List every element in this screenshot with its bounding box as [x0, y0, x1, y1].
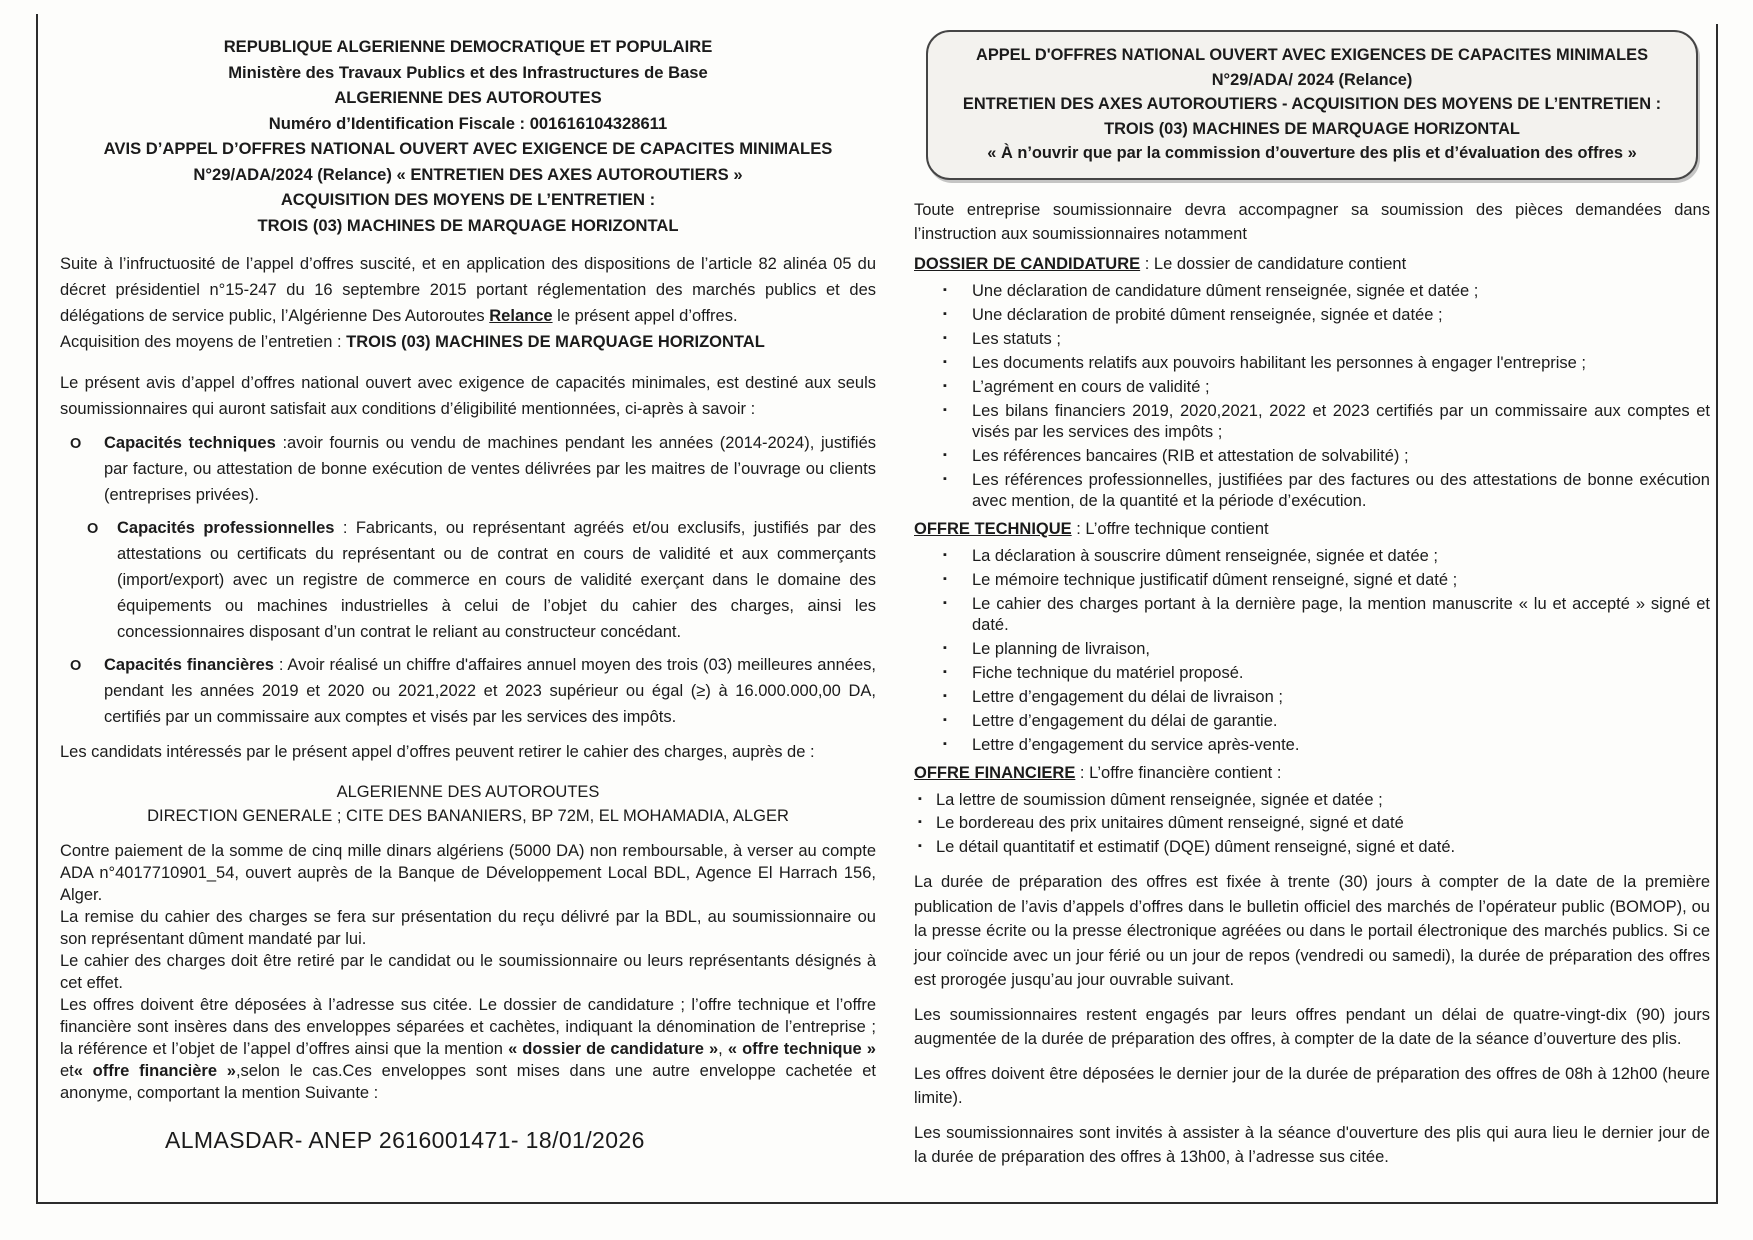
list-item [914, 470, 1710, 512]
circle-bullet-icon: O [70, 658, 82, 674]
item-text: Le cahier des charges portant à la dernière page, la mention manuscrite « lu et accepté » signé et daté. [972, 594, 1710, 634]
page-bottom-rule [36, 1202, 1718, 1204]
address-block [60, 780, 876, 828]
page-right-rule [1716, 24, 1718, 1204]
square-bullet-icon: ▪ [943, 355, 947, 368]
relance-emphasis: Relance [489, 307, 553, 325]
item-text: Le mémoire technique justificatif dûment renseigné, signé et daté ; [972, 570, 1458, 589]
envelope-mention-box [926, 30, 1698, 180]
square-bullet-icon: ▪ [943, 737, 947, 750]
intro-text: Suite à l’infructuosité de l’appel d’offres suscité, et en application des dispositions de l’article 82 alinéa 05 du décret présidentiel n°15-247 du 16 septembre 2015 portant réglementation des marchés publics et des délégations de service public, l’Algérienne Des Autoroutes [60, 255, 876, 325]
retrieval-paragraph: Les candidats intéressés par le présent appel d’offres peuvent retirer le cahier des charges, auprès de : [60, 743, 815, 761]
eligibility-paragraph: Le présent avis d’appel d’offres national ouvert avec exigence de capacités minimales, est destiné aux seuls soumissionnaires qui auront satisfait aux conditions d’éligibilité mentionnées, ci-après à savoir : [60, 374, 876, 418]
square-bullet-icon: ▪ [943, 331, 947, 344]
notice-header [60, 34, 876, 238]
list-item [914, 546, 1710, 567]
item-text: Les références professionnelles, justifiées par des factures ou des attestations de bonne exécution avec mention, de la quantité et la période d’exécution. [972, 470, 1710, 510]
acquisition-line [60, 329, 876, 355]
square-bullet-icon: ▪ [943, 641, 947, 654]
section-heading-offre-financiere [914, 760, 1710, 786]
offre-technique-items-list [914, 546, 1710, 756]
envelopes-paragraph [60, 994, 876, 1104]
item-text: Le détail quantitatif et estimatif (DQE) dûment renseigné, signé et daté. [936, 837, 1456, 856]
square-bullet-icon: ▪ [943, 307, 947, 320]
square-bullet-icon: ▪ [943, 665, 947, 678]
section-title: OFFRE TECHNIQUE [914, 519, 1072, 538]
envelopes-text-end: ,selon le cas.Ces enveloppes sont mises dans une autre enveloppe cachetée et anonyme, comportant la mention Suivante : [60, 1062, 876, 1102]
address-company: ALGERIENNE DES AUTOROUTES [336, 783, 600, 801]
separator: et [60, 1062, 74, 1080]
list-item [914, 639, 1710, 660]
list-item [914, 594, 1710, 636]
item-text: L’agrément en cours de validité ; [972, 377, 1210, 396]
square-bullet-icon: ▪ [943, 689, 947, 702]
left-column [60, 34, 876, 1154]
item-text: Le bordereau des prix unitaires dûment renseigné, signé et daté [936, 814, 1404, 832]
remise-paragraph: La remise du cahier des charges se fera sur présentation du reçu délivré par la BDL, au soumissionnaire ou son représentant dûment mandaté par lui. [60, 908, 876, 948]
header-line-ministry: Ministère des Travaux Publics et des Infrastructures de Base [228, 62, 708, 82]
square-bullet-icon: ▪ [943, 596, 947, 609]
item-text: Les documents relatifs aux pouvoirs habilitant les personnes à engager l'entreprise ; [972, 353, 1587, 372]
pieces-paragraph: Toute entreprise soumissionnaire devra accompagner sa soumission des pièces demandées dans l’instruction aux soumissionnaires notamment [914, 200, 1710, 243]
list-item [914, 377, 1710, 398]
square-bullet-icon: ▪ [943, 472, 947, 485]
item-text: Fiche technique du matériel proposé. [972, 663, 1244, 682]
circle-bullet-icon: O [70, 436, 82, 452]
acquisition-label: Acquisition des moyens de l’entretien : [60, 333, 347, 351]
item-text: Lettre d’engagement du délai de garantie. [972, 711, 1278, 730]
item-text: Lettre d’engagement du service après-vente. [972, 735, 1300, 754]
mention-dossier: « dossier de candidature » [508, 1040, 719, 1058]
list-item [914, 711, 1710, 732]
list-item [914, 735, 1710, 756]
deposit-time-paragraph: Les offres doivent être déposées le dernier jour de la durée de préparation des offres de 08h à 12h00 (heure limite). [914, 1064, 1710, 1107]
item-text: Une déclaration de candidature dûment renseignée, signée et datée ; [972, 281, 1479, 300]
square-bullet-icon: ▪ [943, 379, 947, 392]
section-title: OFFRE FINANCIERE [914, 763, 1076, 782]
item-text: Les références bancaires (RIB et attestation de solvabilité) ; [972, 446, 1409, 465]
mention-offre-technique: « offre technique » [727, 1040, 876, 1058]
capacity-item-financial [60, 652, 876, 730]
box-line-machines: TROIS (03) MACHINES DE MARQUAGE HORIZONTAL [1104, 119, 1520, 138]
list-item [914, 663, 1710, 684]
section-heading-offre-technique [914, 516, 1710, 542]
section-title-rest: : Le dossier de candidature contient [1140, 254, 1407, 273]
capacity-title: Capacités techniques [104, 434, 276, 452]
page-left-rule [36, 14, 38, 1204]
offre-financiere-items-list [914, 790, 1710, 859]
list-item [914, 281, 1710, 302]
item-text: Les statuts ; [972, 329, 1061, 348]
address-location: DIRECTION GENERALE ; CITE DES BANANIERS, BP 72M, EL MOHAMADIA, ALGER [147, 807, 789, 825]
section-title: DOSSIER DE CANDIDATURE [914, 254, 1141, 273]
capacity-text: : Fabricants, ou représentant agréés et/ou exclusifs, justifiés par des attestations ou certificats du représentant ou de contrat en cours de validité et aux commerçants (import/export) avec un registre de commerce en cours de validité exerçant dans le domaine des équipements ou machines industrielles à celui de l’objet du cahier des charges, ainsi les concessionnaires disposant d’un contrat le reliant au constructeur concédant. [117, 519, 876, 641]
header-line-company: ALGERIENNE DES AUTOROUTES [334, 88, 602, 107]
list-item [914, 329, 1710, 350]
section-heading-dossier [914, 251, 1710, 277]
square-bullet-icon: ▪ [943, 572, 947, 585]
retrait-paragraph: Le cahier des charges doit être retiré par le candidat ou le soumissionnaire ou leurs représentants désignés à cet effet. [60, 952, 876, 992]
square-bullet-icon: ▪ [943, 548, 947, 561]
capacity-item-technical [60, 430, 876, 508]
duration-paragraph: La durée de préparation des offres est fixée à trente (30) jours à compter de la date de la première publication de l’avis d’appels d’offres dans le bulletin officiel des marchés de l’opérateur public (BOMOP), ou la presse écrite ou la presse électronique agréées ou dans le portail électronique des marchés publics. Si ce jour coïncide avec un jour férié ou un jour de repos (vendredi ou samedi), la durée de préparation des offres est prorogée jusqu’au jour ouvrable suivant. [914, 873, 1710, 989]
header-line-notice-number: N°29/ADA/2024 (Relance) « ENTRETIEN DES AXES AUTOROUTIERS » [193, 164, 743, 184]
list-item [914, 570, 1710, 591]
box-line-warning: « À n’ouvrir que par la commission d’ouverture des plis et d’évaluation des offres » [987, 144, 1637, 162]
box-line-object: ENTRETIEN DES AXES AUTOROUTIERS - ACQUISITION DES MOYENS DE L’ENTRETIEN : [962, 95, 1662, 113]
square-bullet-icon: ▪ [943, 713, 947, 726]
separator: , [718, 1040, 728, 1058]
list-item [914, 353, 1710, 374]
item-text: Lettre d’engagement du délai de livraison ; [972, 687, 1283, 706]
item-text: La déclaration à souscrire dûment renseignée, signée et datée ; [972, 546, 1438, 565]
envelopes-text: Les offres doivent être déposées à l’adresse sus citée. Le dossier de candidature ; l’offre technique et l’offre financière sont insères dans des enveloppes séparées et cachètes, indiquant la dénomination de l’entreprise ; la référence et l’objet de l’appel d’offres ainsi que la mention [60, 996, 876, 1058]
box-line-title: APPEL D'OFFRES NATIONAL OUVERT AVEC EXIGENCES DE CAPACITES MINIMALES [975, 46, 1649, 64]
section-title-rest: : L’offre technique contient [1071, 519, 1269, 538]
intro-text-end: le présent appel d’offres. [552, 307, 738, 325]
item-text: La lettre de soumission dûment renseignée, signée et datée ; [936, 790, 1383, 809]
capacity-item-professional [60, 515, 876, 645]
acquisition-object: TROIS (03) MACHINES DE MARQUAGE HORIZONTAL [346, 333, 765, 351]
section-title-rest: : L’offre financière contient : [1075, 763, 1282, 782]
mention-offre-financiere: « offre financière » [73, 1062, 236, 1080]
header-line-republic: REPUBLIQUE ALGERIENNE DEMOCRATIQUE ET POPULAIRE [223, 37, 713, 56]
capacity-title: Capacités financières [104, 656, 274, 674]
list-item [914, 446, 1710, 467]
list-item [914, 790, 1710, 812]
square-bullet-icon: ▪ [943, 283, 947, 296]
square-bullet-icon: ▪ [918, 816, 922, 828]
box-line-number: N°29/ADA/ 2024 (Relance) [1211, 70, 1413, 89]
square-bullet-icon: ▪ [943, 403, 947, 416]
item-text: Les bilans financiers 2019, 2020,2021, 2022 et 2023 certifiés par un commissaire aux comptes et visés par les services des impôts ; [972, 401, 1710, 441]
header-line-acquisition: ACQUISITION DES MOYENS DE L’ENTRETIEN : [280, 190, 656, 209]
right-column [914, 30, 1710, 1170]
payment-paragraph: Contre paiement de la somme de cinq mille dinars algériens (5000 DA) non remboursable, à verser au compte ADA n°4017710901_54, ouvert auprès de la Banque de Développement Local BDL, Agence El Harrach 156, Alger. [60, 842, 876, 904]
capacity-title: Capacités professionnelles [117, 519, 335, 537]
list-item [914, 687, 1710, 708]
dossier-items-list [914, 281, 1710, 512]
square-bullet-icon: ▪ [918, 792, 922, 805]
engagement-paragraph: Les soumissionnaires restent engagés par leurs offres pendant un délai de quatre-vingt-dix (90) jours augmentée de la durée de préparation des offres, à compter de la date de la séance d’ouverture des plis. [914, 1005, 1710, 1048]
circle-bullet-icon: O [87, 521, 99, 537]
item-text: Une déclaration de probité dûment renseignée, signée et datée ; [972, 305, 1443, 324]
anep-footer: ALMASDAR- ANEP 2616001471- 18/01/2026 [165, 1127, 645, 1153]
intro-paragraph [60, 251, 876, 329]
header-line-fiscal-id: Numéro d’Identification Fiscale : 001616104328611 [268, 113, 668, 133]
opening-session-paragraph: Les soumissionnaires sont invités à assister à la séance d'ouverture des plis qui aura lieu le dernier jour de la durée de préparation des offres à 13h00, à l’adresse sus citée. [914, 1123, 1710, 1166]
header-line-machines: TROIS (03) MACHINES DE MARQUAGE HORIZONTAL [257, 215, 679, 235]
header-line-notice-title: AVIS D’APPEL D’OFFRES NATIONAL OUVERT AVEC EXIGENCE DE CAPACITES MINIMALES [103, 139, 833, 158]
list-item [914, 837, 1710, 859]
item-text: Le planning de livraison, [972, 639, 1150, 658]
list-item [914, 813, 1710, 835]
list-item [914, 401, 1710, 443]
capacities-list [60, 430, 876, 730]
capacity-text: : Avoir réalisé un chiffre d'affaires annuel moyen des trois (03) meilleures années, pendant les années 2019 et 2020 ou 2021,2022 et 2023 supérieur ou égal (≥) à 16.000.000,00 DA, certifiés par un commissaire aux comptes et visés par les services des impôts. [104, 656, 876, 726]
square-bullet-icon: ▪ [918, 839, 922, 852]
square-bullet-icon: ▪ [943, 448, 947, 461]
list-item [914, 305, 1710, 326]
capacity-text: :avoir fournis ou vendu de machines pendant les années (2014-2024), justifiés par facture, ou attestation de bonne exécution de ventes délivrées par les maitres de l’ouvrage ou clients (entreprises privées). [104, 434, 876, 504]
